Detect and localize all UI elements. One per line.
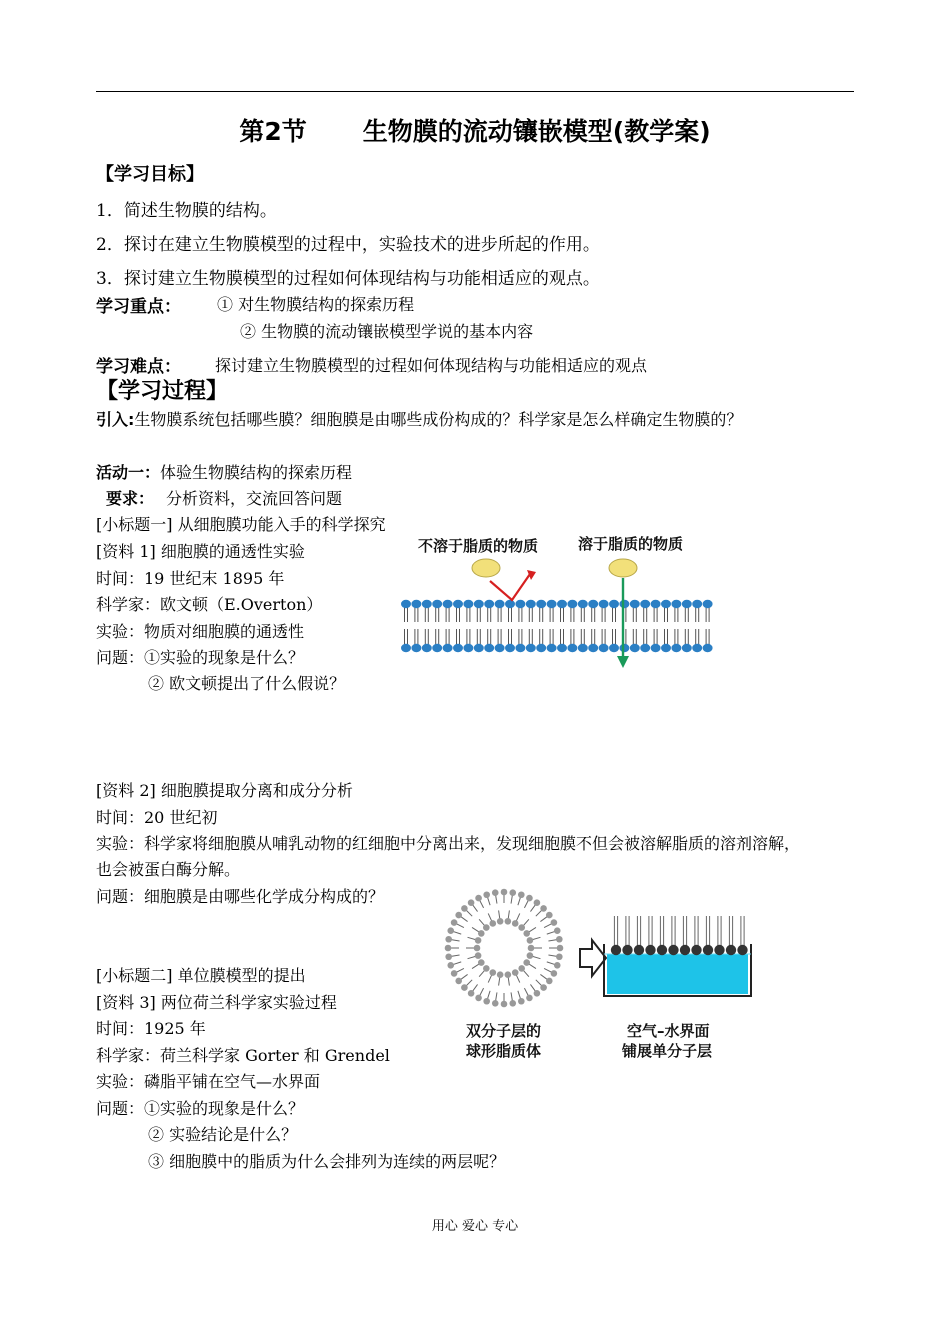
objective-item-1: 1．简述生物膜的结构。	[96, 201, 277, 221]
material1-question-2: ② 欧文顿提出了什么假说？	[148, 674, 346, 693]
activity1-title: 体验生物膜结构的探索历程	[160, 463, 353, 482]
material2-experiment-line2: 也会被蛋白酶分解。	[96, 860, 241, 879]
material2-time: 时间：20 世纪初	[96, 808, 218, 827]
liposome	[445, 889, 564, 1008]
material3-scientist: 科学家：荷兰科学家 Gorter 和 Grendel	[96, 1046, 390, 1065]
intro-text: 生物膜系统包括哪些膜？细胞膜是由哪些成份构成的？科学家是怎么样确定生物膜的？	[134, 410, 743, 429]
objectives-heading: 【学习目标】	[96, 164, 204, 185]
figure2-caption-right-1: 空气–水界面	[627, 1022, 710, 1040]
material1-question-1: 问题：①实验的现象是什么？	[96, 648, 305, 667]
header-rule	[96, 91, 854, 92]
subtitle-1: [小标题一] 从细胞膜功能入手的科学探究	[96, 515, 386, 534]
intro-label: 引入:	[96, 410, 135, 429]
material3-question-3: ③ 细胞膜中的脂质为什么会排列为连续的两层呢？	[148, 1152, 506, 1171]
material1-time: 时间：19 世纪末 1895 年	[96, 569, 285, 588]
material1-scientist: 科学家：欧文顿（E.Overton）	[96, 595, 323, 614]
figure1-label-left: 不溶于脂质的物质	[418, 537, 539, 555]
material3-title: [资料 3] 两位荷兰科学家实验过程	[96, 993, 337, 1012]
objective-item-2: 2．探讨在建立生物膜模型的过程中，实验技术的进步所起的作用。	[96, 235, 600, 255]
figure2-caption-right-2: 铺展单分子层	[622, 1042, 713, 1060]
material2-experiment-line1: 实验：科学家将细胞膜从哺乳动物的红细胞中分离出来，发现细胞膜不但会被溶解脂质的溶剂溶解，	[96, 834, 801, 853]
figure1-label-right: 溶于脂质的物质	[578, 535, 684, 553]
page-footer: 用心 爱心 专心	[431, 1219, 519, 1234]
lipid-bilayer	[401, 600, 713, 652]
difficulty-label: 学习难点：	[96, 357, 181, 377]
material2-title: [资料 2] 细胞膜提取分离和成分分析	[96, 781, 353, 800]
membrane-permeability-figure	[400, 528, 722, 673]
material3-time: 时间：1925 年	[96, 1019, 206, 1038]
subtitle-2: [小标题二] 单位膜模型的提出	[96, 966, 306, 985]
arrow-right-icon	[580, 940, 606, 976]
material3-experiment: 实验：磷脂平铺在空气—水界面	[96, 1072, 321, 1091]
requirement-label: 要求：	[106, 489, 155, 508]
insoluble-particle	[472, 559, 500, 577]
process-heading: 【学习过程】	[96, 379, 229, 404]
page-title	[0, 112, 950, 148]
material3-question-2: ② 实验结论是什么？	[148, 1125, 298, 1144]
key-points-label: 学习重点：	[96, 297, 181, 317]
title-main: 生物膜的流动镶嵌模型(教学案)	[362, 117, 711, 146]
phospholipid-monolayer	[611, 916, 748, 955]
requirement-text: 分析资料，交流回答问题	[166, 489, 343, 508]
material2-question: 问题：细胞膜是由哪些化学成分构成的？	[96, 887, 385, 906]
difficulty-text: 探讨建立生物膜模型的过程如何体现结构与功能相适应的观点	[215, 356, 648, 375]
figure2-caption-left-2: 球形脂质体	[466, 1042, 542, 1060]
title-section: 第2节	[239, 117, 307, 146]
bounce-arrow-icon	[490, 574, 530, 600]
key-point-2: ② 生物膜的流动镶嵌模型学说的基本内容	[240, 322, 534, 341]
activity1-label: 活动一：	[96, 463, 161, 482]
pass-arrowhead-icon	[617, 656, 629, 668]
soluble-particle	[609, 559, 637, 577]
material1-title: [资料 1] 细胞膜的通透性实验	[96, 542, 305, 561]
objective-item-3: 3．探讨建立生物膜模型的过程如何体现结构与功能相适应的观点。	[96, 269, 600, 289]
liposome-monolayer-figure	[444, 886, 764, 1066]
key-point-1: ① 对生物膜结构的探索历程	[217, 295, 415, 314]
figure2-caption-left-1: 双分子层的	[466, 1022, 542, 1040]
material3-question-1: 问题：①实验的现象是什么？	[96, 1099, 305, 1118]
material1-experiment: 实验：物质对细胞膜的通透性	[96, 622, 305, 641]
